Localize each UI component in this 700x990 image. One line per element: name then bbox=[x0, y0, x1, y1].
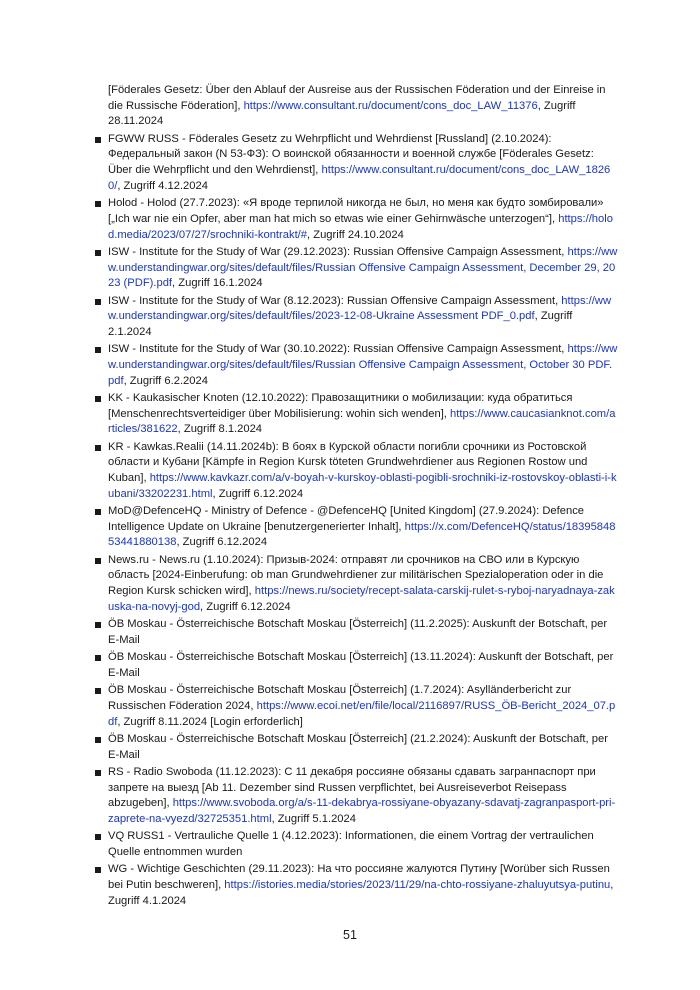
entry-access-date: , Zugriff 6.12.2024 bbox=[200, 600, 291, 613]
bibliography-entry bbox=[108, 683, 618, 730]
entry-text: ÖB Moskau - Österreichische Botschaft Moskau [Österreich] (13.11.2024): Auskunft der Botschaft, per E-Mail bbox=[108, 651, 614, 679]
entry-text: RS - Radio Swoboda (11.12.2023): С 11 декабря россияне обязаны сдавать загранпаспорт при запрете на выезд [Ab 11. Dezember sind Russen verpflichtet, bei Ausreiseverbot Reisepass abzugeben], bbox=[108, 765, 596, 810]
bibliography-entry bbox=[108, 553, 618, 616]
entry-text: VQ RUSS1 - Vertrauliche Quelle 1 (4.12.2023): Informationen, die einem Vortrag der vertraulichen Quelle entnommen wurden bbox=[108, 830, 594, 858]
bullet-icon bbox=[95, 347, 101, 353]
entry-link[interactable]: https://www.svoboda.org/a/s-11-dekabrya-rossiyane-obyazany-sdavatj-zagranpasport-pri-zaprete-na-vyezd/32725351.html bbox=[108, 797, 616, 825]
bibliography-entry bbox=[108, 732, 618, 763]
page-number: 51 bbox=[343, 928, 357, 942]
bibliography-entry bbox=[108, 132, 618, 195]
entry-text: Holod - Holod (27.7.2023): «Я вроде терпилой никогда не был, но меня как будто зомбировали» [„Ich war nie ein Opfer, aber man hat mich so etwas wie einer Gehirnwäsche unterzogen“], bbox=[108, 197, 604, 225]
bullet-icon bbox=[95, 201, 101, 207]
bullet-icon bbox=[95, 770, 101, 776]
entry-text: MoD@DefenceHQ - Ministry of Defence - @DefenceHQ [United Kingdom] (27.9.2024): Defence Intelligence Update on Ukraine [benutzergenerierter Inhalt], bbox=[108, 505, 585, 533]
entry-link[interactable]: https://holod.media/2023/07/27/srochniki-kontrakt/# bbox=[108, 212, 613, 241]
entry-access-date: , Zugriff 6.12.2024 bbox=[176, 536, 268, 549]
entry-link[interactable]: https://x.com/DefenceHQ/status/1839584853441880138 bbox=[108, 520, 616, 549]
entry-link[interactable]: https://www.consultant.ru/document/cons_doc_LAW_11376 bbox=[243, 99, 538, 112]
bibliography-entry bbox=[108, 650, 618, 681]
bibliography-entry bbox=[108, 440, 618, 503]
bullet-icon bbox=[95, 445, 101, 451]
bibliography-entry bbox=[108, 342, 618, 389]
entry-access-date: , Zugriff 5.1.2024 bbox=[271, 812, 356, 825]
bullet-icon bbox=[95, 558, 101, 564]
entry-text: ISW - Institute for the Study of War (8.12.2023): Russian Offensive Campaign Assessment, bbox=[108, 294, 562, 307]
bibliography-entry bbox=[108, 504, 618, 551]
bibliography-entry bbox=[108, 83, 618, 130]
bullet-icon bbox=[95, 688, 101, 694]
entry-access-date: , Zugriff 24.10.2024 bbox=[307, 228, 404, 241]
bullet-icon bbox=[95, 655, 101, 661]
bibliography-entry bbox=[108, 862, 618, 909]
entry-access-date: , Zugriff 8.1.2024 bbox=[177, 423, 263, 436]
entry-link[interactable]: https://news.ru/society/recept-salata-carskij-rulet-s-ryboj-naryadnaya-zakuska-na-novyj-god bbox=[108, 585, 615, 613]
bullet-icon bbox=[95, 299, 101, 305]
entry-text: ÖB Moskau - Österreichische Botschaft Moskau [Österreich] (11.2.2025): Auskunft der Botschaft, per E-Mail bbox=[108, 618, 608, 646]
entry-text: News.ru - News.ru (1.10.2024): Призыв-2024: отправят ли срочников на СВО или в Курскую область [2024-Einberufung: ob man Grundwehrdiener zur militärischen Spezialoperation oder in die Region Kursk schicken wird], bbox=[108, 553, 604, 598]
entry-link[interactable]: https://www.consultant.ru/document/cons_doc_LAW_18260/ bbox=[108, 164, 611, 192]
bullet-icon bbox=[95, 867, 101, 873]
entry-access-date: , Zugriff 6.12.2024 bbox=[212, 487, 304, 500]
entry-access-date: , Zugriff 2.1.2024 bbox=[108, 310, 573, 338]
entry-access-date: , Zugriff 8.11.2024 [Login erforderlich] bbox=[117, 715, 303, 728]
entry-text: KK - Kaukasischer Knoten (12.10.2022): Правозащитники о мобилизации: куда обратиться [Menschenrechtsverteidiger über Mobilisierung: wohin sich wenden], bbox=[108, 391, 573, 420]
entry-link[interactable]: https://www.understandingwar.org/sites/default/files/Russian Offensive Campaign Assessment, December 29, 2023 (PDF).pdf bbox=[108, 245, 618, 290]
entry-link[interactable]: https://www.kavkazr.com/a/v-boyah-v-kurskoy-oblasti-pogibli-srochniki-iz-rostovskoy-oblasti-i-kubani/33202231.html bbox=[108, 472, 617, 500]
bibliography-list bbox=[108, 83, 618, 911]
bullet-icon bbox=[95, 509, 101, 515]
bullet-icon bbox=[95, 250, 101, 256]
bibliography-entry bbox=[108, 617, 618, 648]
bibliography-entry bbox=[108, 294, 618, 341]
bibliography-entry bbox=[108, 765, 618, 828]
entry-text: ÖB Moskau - Österreichische Botschaft Moskau [Österreich] (1.7.2024): Asylländerbericht zur Russischen Föderation 2024, bbox=[108, 684, 572, 712]
bullet-icon bbox=[95, 622, 101, 628]
entry-link[interactable]: https://www.caucasianknot.com/articles/381622 bbox=[108, 407, 616, 436]
entry-link[interactable]: https://istories.media/stories/2023/11/29/na-chto-rossiyane-zhaluyutsya-putinu bbox=[224, 878, 611, 891]
entry-text: ISW - Institute for the Study of War (29.12.2023): Russian Offensive Campaign Assessment, bbox=[108, 245, 568, 258]
entry-link[interactable]: https://www.understandingwar.org/sites/default/files/2023-12-08-Ukraine Assessment PDF_0.pdf bbox=[108, 294, 612, 323]
entry-access-date: , Zugriff 6.2.2024 bbox=[123, 374, 208, 387]
bullet-icon bbox=[95, 137, 101, 143]
bullet-icon bbox=[95, 737, 101, 743]
entry-text: WG - Wichtige Geschichten (29.11.2023): На что россияне жалуются Путину [Worüber sich Russen bei Putin beschweren], bbox=[108, 863, 610, 891]
entry-link[interactable]: https://www.understandingwar.org/sites/default/files/Russian Offensive Campaign Assessment, October 30 PDF.pdf bbox=[108, 343, 618, 387]
entry-access-date: , Zugriff 4.1.2024 bbox=[108, 878, 614, 907]
entry-access-date: , Zugriff 16.1.2024 bbox=[172, 277, 263, 290]
entry-text: ÖB Moskau - Österreichische Botschaft Moskau [Österreich] (21.2.2024): Auskunft der Botschaft, per E-Mail bbox=[108, 732, 608, 761]
bibliography-entry bbox=[108, 245, 618, 292]
entry-access-date: , Zugriff 28.11.2024 bbox=[108, 99, 576, 128]
entry-text: ISW - Institute for the Study of War (30.10.2022): Russian Offensive Campaign Assessment, bbox=[108, 343, 568, 356]
bibliography-entry bbox=[108, 196, 618, 243]
entry-text: FGWW RUSS - Föderales Gesetz zu Wehrpflicht und Wehrdienst [Russland] (2.10.2024): Федеральный закон (N 53-ФЗ): О воинской обязанности и военной службе [Föderales Gesetz: Über die Wehrpflicht und den Wehrdienst], bbox=[108, 132, 594, 177]
entry-text: [Föderales Gesetz: Über den Ablauf der Ausreise aus der Russischen Föderation und der Einreise in die Russische Föderation], bbox=[108, 84, 606, 112]
bullet-icon bbox=[95, 834, 101, 840]
entry-link[interactable]: https://www.ecoi.net/en/file/local/2116897/RUSS_ÖB-Bericht_2024_07.pdf bbox=[108, 699, 616, 728]
bibliography-entry bbox=[108, 829, 618, 860]
entry-access-date: , Zugriff 4.12.2024 bbox=[117, 179, 208, 192]
entry-text: KR - Kawkas.Realii (14.11.2024b): В боях в Курской области погибли срочники из Ростовской области и Кубани [Kämpfe in Region Kursk töteten Grundwehrdiener aus Regionen Rostow und Kuban], bbox=[108, 440, 588, 485]
bibliography-entry bbox=[108, 391, 618, 438]
bullet-icon bbox=[95, 396, 101, 402]
